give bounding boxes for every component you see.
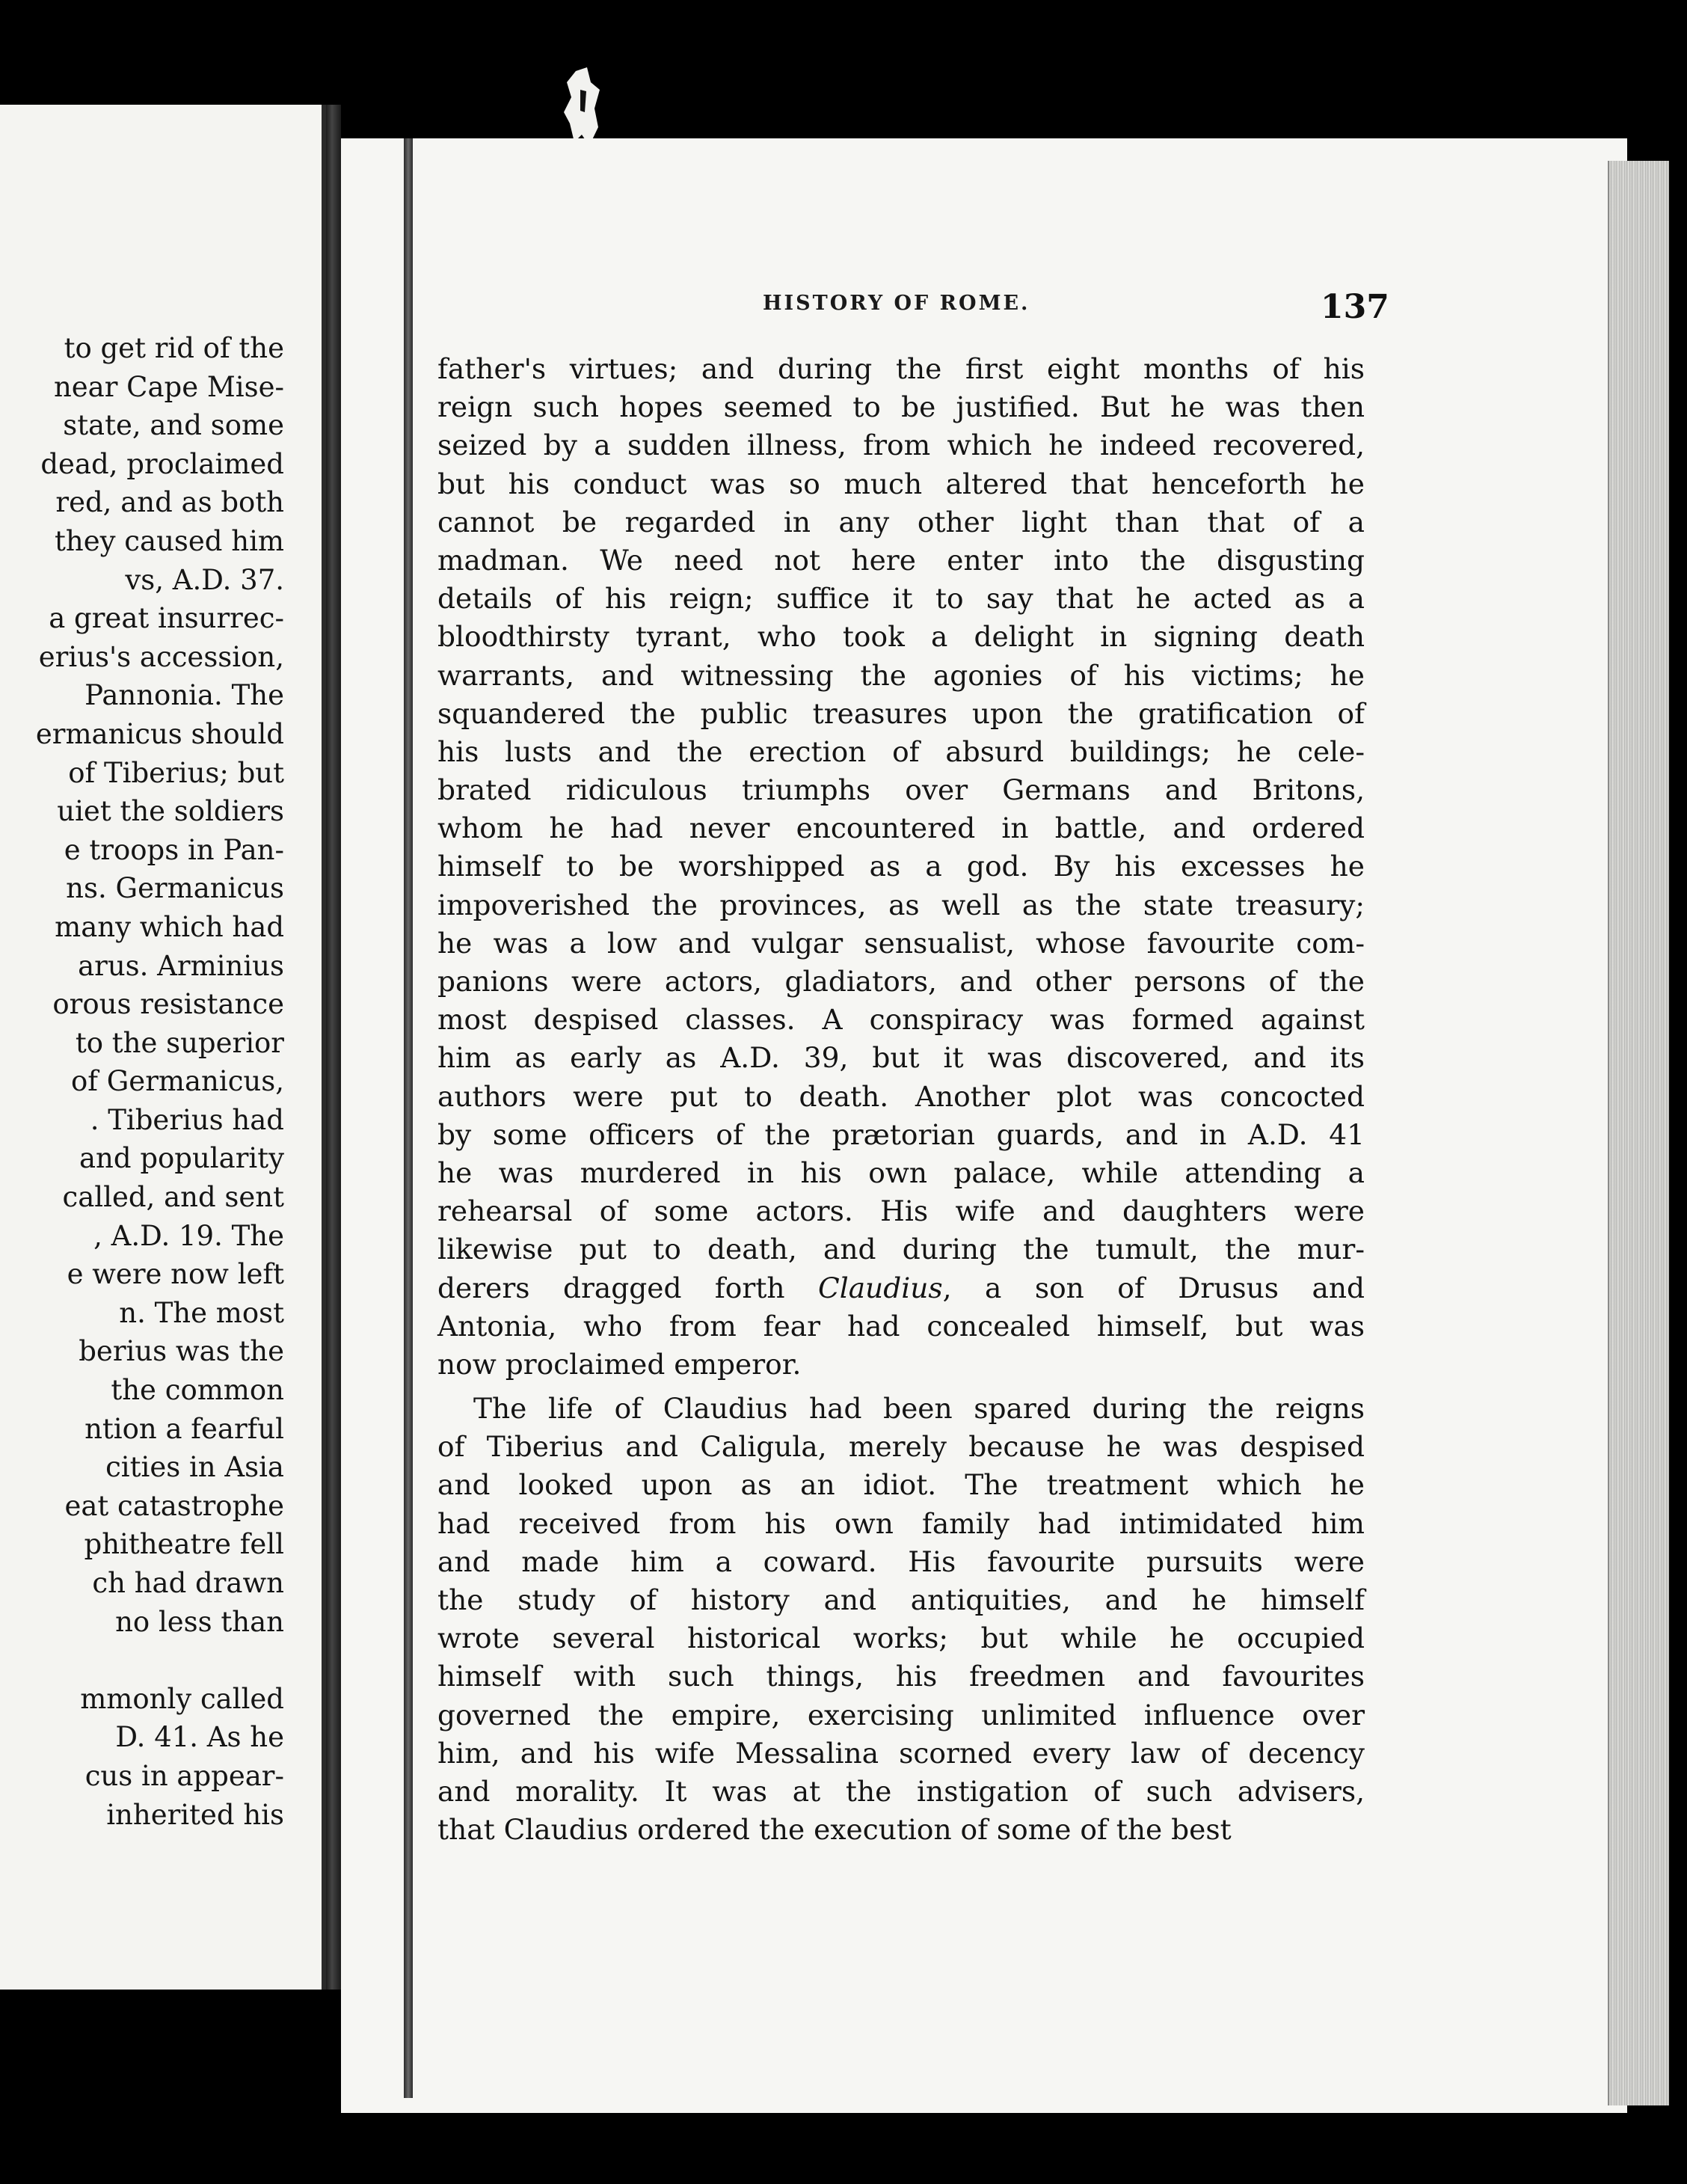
left-page-line: state, and some xyxy=(63,409,284,442)
left-page-line: a great insurrec- xyxy=(49,602,284,635)
body-line: himself to be worshipped as a god. By his excesses he xyxy=(437,850,1365,883)
body-line: him, and his wife Messalina scorned every law of decency xyxy=(437,1736,1365,1770)
body-line: had received from his own family had intimidated him xyxy=(437,1506,1365,1540)
body-line: reign such hopes seemed to be justified. But he was then xyxy=(437,390,1365,424)
left-page-line: called, and sent xyxy=(62,1181,284,1214)
body-line: but his conduct was so much altered that henceforth he xyxy=(437,467,1365,500)
left-page-line: ns. Germanicus xyxy=(66,872,284,905)
left-page-line: phitheatre fell xyxy=(84,1528,284,1561)
left-page-line: vs, A.D. 37. xyxy=(125,563,284,596)
left-page-line: no less than xyxy=(115,1605,284,1638)
page-number: 137 xyxy=(1321,288,1389,326)
left-page-line: and popularity xyxy=(79,1142,284,1175)
left-page-line: many which had xyxy=(55,910,284,943)
left-page-line: to get rid of the xyxy=(64,332,284,364)
left-page xyxy=(0,105,326,1990)
left-page-line: ntion a fearful xyxy=(84,1412,284,1445)
left-page-line: uiet the soldiers xyxy=(57,795,284,828)
left-page-line: ch had drawn xyxy=(92,1567,284,1599)
body-line: and looked upon as an idiot. The treatment which he xyxy=(437,1468,1365,1502)
left-page-line: . Tiberius had xyxy=(90,1103,284,1136)
body-line: The life of Claudius had been spared during the reigns xyxy=(473,1392,1365,1426)
body-line: whom he had never encountered in battle, and ordered xyxy=(437,812,1365,845)
left-page-line: orous resistance xyxy=(52,988,284,1021)
body-line: authors were put to death. Another plot was concocted xyxy=(437,1079,1365,1113)
body-line: squandered the public treasures upon the gratification of xyxy=(437,696,1365,730)
body-line: details of his reign; suffice it to say that he acted as a xyxy=(437,582,1365,616)
page-edges xyxy=(1608,161,1669,2105)
left-page-line: near Cape Mise- xyxy=(53,370,284,403)
body-line: bloodthirsty tyrant, who took a delight in signing death xyxy=(437,620,1365,654)
left-page-line: arus. Arminius xyxy=(78,949,284,982)
spine-crease xyxy=(404,138,413,2098)
body-line: wrote several historical works; but while he occupied xyxy=(437,1622,1365,1655)
left-page-line: e troops in Pan- xyxy=(64,833,284,866)
left-gutter xyxy=(326,105,341,1990)
body-line: warrants, and witnessing the agonies of his victims; he xyxy=(437,658,1365,692)
body-line: cannot be regarded in any other light than that of a xyxy=(437,505,1365,539)
left-page-line: e were now left xyxy=(67,1258,284,1291)
left-page-line: D. 41. As he xyxy=(115,1721,284,1754)
body-line: he was murdered in his own palace, while attending a xyxy=(437,1156,1365,1189)
left-page-line: of Tiberius; but xyxy=(68,756,284,789)
left-page-line: Pannonia. The xyxy=(84,679,284,712)
left-page-line: to the superior xyxy=(75,1026,284,1059)
body-line: brated ridiculous triumphs over Germans and Britons, xyxy=(437,773,1365,807)
body-line: and morality. It was at the instigation of such advisers, xyxy=(437,1774,1365,1808)
left-page-line: cus in appear- xyxy=(84,1759,284,1792)
left-page-line: mmonly called xyxy=(80,1682,284,1715)
body-line: by some officers of the prætorian guards, and in A.D. 41 xyxy=(437,1117,1365,1151)
body-line: most despised classes. A conspiracy was formed against xyxy=(437,1003,1365,1037)
left-page-line: red, and as both xyxy=(55,486,284,519)
left-page-line: dead, proclaimed xyxy=(40,447,284,480)
left-page-line xyxy=(0,1641,284,1680)
body-line: him as early as A.D. 39, but it was discovered, and its xyxy=(437,1041,1365,1075)
left-page-line: berius was the xyxy=(79,1335,284,1368)
body-line: governed the empire, exercising unlimited influence over xyxy=(437,1698,1365,1731)
left-page-line: cities in Asia xyxy=(105,1451,284,1484)
body-line: father's virtues; and during the first eight months of his xyxy=(437,352,1365,385)
body-line: that Claudius ordered the execution of some of the best xyxy=(437,1813,1232,1847)
body-line: he was a low and vulgar sensualist, whose favourite com- xyxy=(437,926,1365,960)
body-text xyxy=(437,350,1365,1849)
body-line: his lusts and the erection of absurd buildings; he cele- xyxy=(437,734,1365,768)
left-page-line: inherited his xyxy=(106,1798,284,1831)
left-page-line: n. The most xyxy=(119,1296,284,1329)
left-page-line: eat catastrophe xyxy=(64,1489,284,1522)
left-page-line: , A.D. 19. The xyxy=(93,1219,284,1252)
paragraph-break xyxy=(437,1384,1365,1390)
body-line: and made him a coward. His favourite pursuits were xyxy=(437,1545,1365,1578)
body-line: Antonia, who from fear had concealed himself, but was xyxy=(437,1309,1365,1343)
left-page-line: erius's accession, xyxy=(38,640,284,673)
body-line: seized by a sudden illness, from which he indeed recovered, xyxy=(437,429,1365,462)
body-line: rehearsal of some actors. His wife and daughters were xyxy=(437,1194,1365,1228)
body-line: of Tiberius and Caligula, merely because he was despised xyxy=(437,1430,1365,1464)
body-line: impoverished the provinces, as well as the state treasury; xyxy=(437,888,1365,921)
body-line: now proclaimed emperor. xyxy=(437,1347,802,1381)
body-line: panions were actors, gladiators, and other persons of the xyxy=(437,965,1365,998)
left-page-line: the common xyxy=(111,1374,284,1407)
scan-artifact-blotch xyxy=(553,67,613,150)
body-line: derers dragged forth Claudius, a son of Drusus and xyxy=(437,1271,1365,1304)
body-line: madman. We need not here enter into the disgusting xyxy=(437,543,1365,577)
left-page-text xyxy=(0,329,284,1834)
body-line: the study of history and antiquities, and he himself xyxy=(437,1583,1365,1616)
left-page-line: of Germanicus, xyxy=(71,1065,284,1098)
body-line: himself with such things, his freedmen and favourites xyxy=(437,1660,1365,1693)
left-page-line: ermanicus should xyxy=(35,717,284,750)
body-line: likewise put to death, and during the tumult, the mur- xyxy=(437,1233,1365,1266)
left-page-line: they caused him xyxy=(55,524,284,557)
running-header: HISTORY OF ROME. xyxy=(763,292,1030,315)
